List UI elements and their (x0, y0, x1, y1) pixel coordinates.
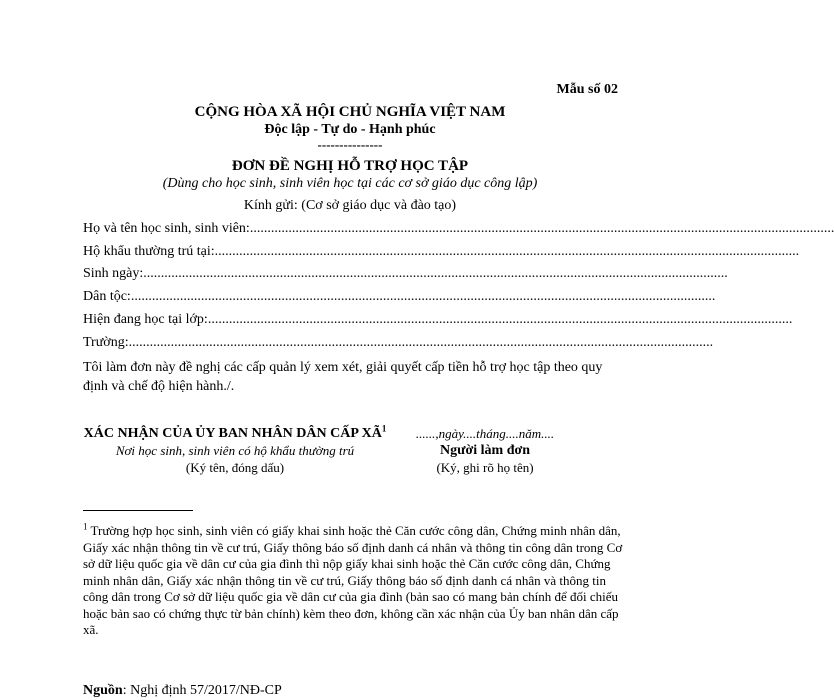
source-label: Nguồn (83, 683, 123, 698)
footnote-separator (83, 510, 193, 511)
field-permanent-residence (83, 244, 800, 262)
footnote-ref: 1 (381, 423, 387, 434)
request-paragraph: Tôi làm đơn này đề nghị các cấp quản lý xem xét, giải quyết cấp tiền hỗ trợ học tập theo quy định và chế độ hiện hành./. (83, 360, 603, 394)
field-label: Sinh ngày: (83, 266, 144, 281)
footnote-mark: 1 (83, 521, 88, 532)
field-label: Dân tộc: (83, 289, 131, 304)
field-class (83, 312, 793, 330)
form-subtitle: (Dùng cho học sinh, sinh viên học tại các cơ sở giáo dục công lập) (162, 176, 538, 191)
commune-confirmation-note: Nơi học sinh, sinh viên có hộ khẩu thường trú (115, 443, 355, 458)
fill-line: ....................................................................................................................................................................... (214, 244, 800, 259)
addressee: Kính gửi: (Cơ sở giáo dục và đào tạo) (243, 198, 457, 213)
fill-line: ....................................................................................................................................................................... (128, 335, 714, 350)
fill-line: ....................................................................................................................................................................... (249, 221, 834, 236)
header-rule: --------------- (317, 137, 383, 152)
commune-confirmation-block (80, 425, 390, 476)
source-value: : Nghị định 57/2017/NĐ-CP (122, 683, 282, 698)
applicant-sign-instruction: (Ký, ghi rõ họ tên) (436, 460, 534, 475)
field-date-of-birth (83, 266, 728, 284)
form-title: ĐƠN ĐỀ NGHỊ HỖ TRỢ HỌC TẬP (231, 158, 469, 174)
applicant-title: Người làm đơn (439, 443, 531, 458)
applicant-signature-block (390, 425, 580, 476)
fill-line: ....................................................................................................................................................................... (143, 266, 728, 281)
field-label: Hiện đang học tại lớp: (83, 312, 208, 327)
motto: Độc lập - Tự do - Hạnh phúc (264, 122, 436, 137)
source-line (83, 683, 282, 699)
commune-confirmation-title: XÁC NHẬN CỦA ỦY BAN NHÂN DÂN CẤP $XÃ^1$ (83, 423, 387, 441)
field-label: Trường: (83, 335, 129, 350)
nation-heading: CỘNG HÒA XÃ HỘI CHỦ NGHĨA VIỆT NAM (194, 104, 506, 120)
footnote-text: Trường hợp học sinh, sinh viên có giấy khai sinh hoặc thẻ Căn cước công dân, Chứng minh nhân dân, Giấy xác nhận thông tin về cư trú, Giấy thông báo số định danh cá nhân và thông tin công dân trong Cơ sở dữ liệu quốc gia về dân cư của gia đình thì nộp giấy khai sinh hoặc thẻ Căn cước công dân, Chứng minh nhân dân, Giấy xác nhận thông tin về cư trú, Giấy thông báo số định danh cá nhân và thông tin công dân trong Cơ sở dữ liệu quốc gia về dân cư của gia đình (bản sao có mang bản chính để đối chiếu hoặc bản sao có chứng thực từ bản chính) kèm theo đơn, không cần xác nhận của Ủy ban nhân dân cấp xã. (83, 523, 623, 637)
footnote (83, 523, 623, 639)
field-label: Họ và tên học sinh, sinh viên: (83, 221, 250, 236)
commune-sign-instruction: (Ký tên, đóng dấu) (185, 460, 285, 475)
signing-date: ......,ngày....tháng....năm.... (415, 426, 555, 441)
field-student-name (83, 221, 834, 239)
form-number: Mẫu số 02 (556, 82, 618, 97)
field-label: Hộ khẩu thường trú tại: (83, 244, 215, 259)
fill-line: ....................................................................................................................................................................... (207, 312, 793, 327)
field-ethnicity (83, 289, 716, 307)
field-school (83, 335, 714, 353)
fill-line: ....................................................................................................................................................................... (130, 289, 716, 304)
